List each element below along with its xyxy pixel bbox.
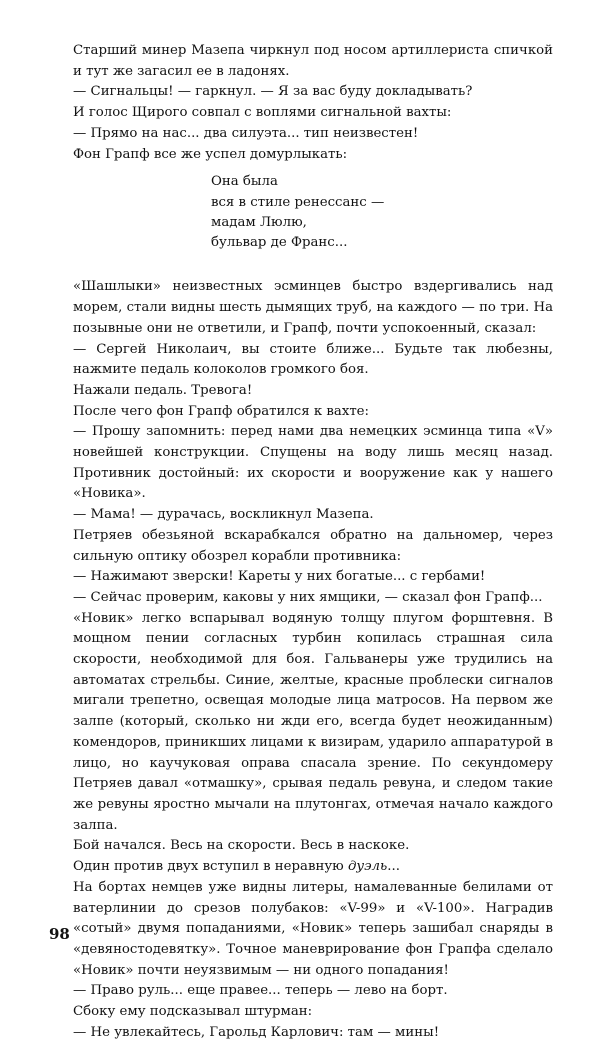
paragraph: — Нажимают зверски! Кареты у них богатые... с гербами! xyxy=(73,569,486,585)
paragraph: Старший минер Мазепа чиркнул под носом артиллериста спичкой и тут же загасил ее в ладонях. xyxy=(73,43,553,79)
paragraph: — Прямо на нас... два силуэта... тип неизвестен! xyxy=(73,125,419,141)
paragraph: Фон Грапф все же успел домурлыкать: xyxy=(73,146,348,162)
duel-text-before: Один против двух вступил в неравную xyxy=(73,859,348,875)
paragraph: На бортах немцев уже видны литеры, намалеванные белилами от ватерлинии до срезов полубаков: «V-99» и «V-100». Наградив «сотый» двумя попаданиями, «Новик» теперь зашибал снаряды в «девяностодевятку». Точное маневрирование фон Грапфа сделало «Новик» почти неуязвимым — ни одного попадания! xyxy=(73,879,553,978)
duel-text-after: ... xyxy=(387,859,400,875)
paragraph: — Право руль... еще правее... теперь — лево на борт. xyxy=(73,983,448,999)
song-verse xyxy=(211,172,553,253)
paragraph: — Не увлекайтесь, Гарольд Карлович: там — мины! xyxy=(73,1024,440,1040)
paragraph: — Сейчас проверим, каковы у них ямщики, — сказал фон Грапф... xyxy=(73,589,543,605)
verse-line: бульвар де Франс... xyxy=(211,235,348,251)
paragraph: Сбоку ему подсказывал штурман: xyxy=(73,1004,313,1020)
duel-word: дуэль xyxy=(347,859,388,875)
paragraph: — Сигнальцы! — гаркнул. — Я за вас буду докладывать? xyxy=(73,84,473,100)
verse-line: мадам Люлю, xyxy=(211,214,307,230)
paragraph: «Новик» легко вспарывал водяную толщу плугом форштевня. В мощном пении согласных турбин копилась страшная сила скорости, необходимой для боя. Гальванеры уже трудились на автоматах стрельбы. Синие, желтые, красные проблески сигналов мигали трепетно, освещая молодые лица матросов. На первом же залпе (который, сколько ни жди его, всегда будет неожиданным) комендоров, приникших лицами к визирам, ударило аппаратурой в лицо, но каучуковая оправа спасала зрение. По секундомеру Петряев давал «отмашку», срывая педаль ревуна, и следом такие же ревуны яростно мычали на плутонгах, отмечая начало каждого залпа. xyxy=(73,610,553,833)
paragraph: Петряев обезьяной вскарабкался обратно на дальномер, через сильную оптику обозрел корабли противника: xyxy=(73,527,553,564)
paragraph: — Прошу запомнить: перед нами два немецких эсминца типа «V» новейшей конструкции. Спущены на воду лишь месяц назад. Противник достойный: их скорости и вооружение как у нашего «Новика». xyxy=(73,424,553,502)
verse-line: Она была xyxy=(211,174,278,190)
paragraph: Нажали педаль. Тревога! xyxy=(73,382,253,398)
page-body-text xyxy=(73,41,553,1043)
paragraph: И голос Щирого совпал с воплями сигнальной вахты: xyxy=(73,105,452,121)
paragraph: — Сергей Николаич, вы стоите ближе... Будьте так любезны, нажмите педаль колоколов громкого боя. xyxy=(73,341,553,378)
paragraph: «Шашлыки» неизвестных эсминцев быстро вздергивались над морем, стали видны шесть дымящих труб, на каждого — по три. На позывные они не ответили, и Грапф, почти успокоенный, сказал: xyxy=(73,279,553,336)
verse-line: вся в стиле ренессанс — xyxy=(211,194,385,210)
paragraph: — Мама! — дурачась, воскликнул Мазепа. xyxy=(73,507,374,523)
paragraph: Бой начался. Весь на скорости. Весь в наскоке. xyxy=(73,838,410,854)
paragraph: После чего фон Грапф обратился к вахте: xyxy=(73,403,370,419)
page-number: 98 xyxy=(49,925,70,943)
paragraph-duel xyxy=(73,857,553,878)
